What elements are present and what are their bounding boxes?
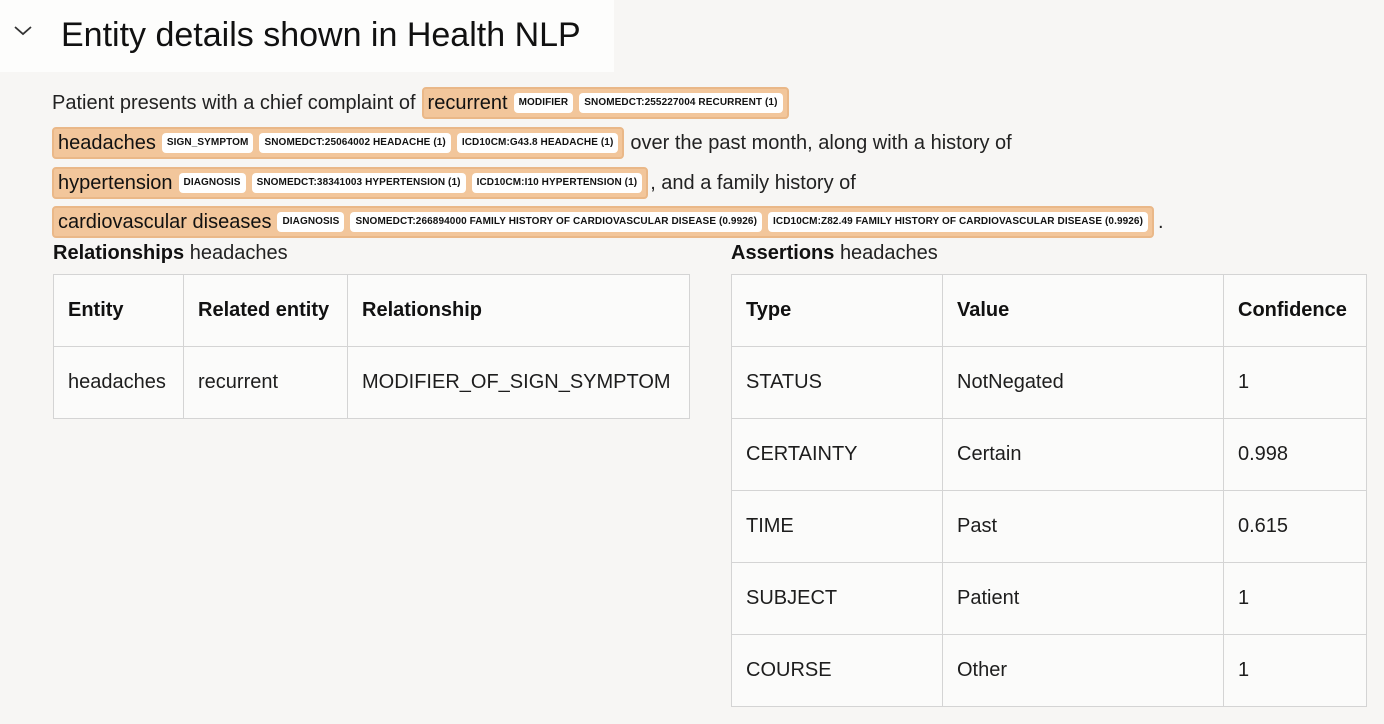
assertions-title: Assertions: [731, 242, 835, 264]
assertions-heading: [731, 242, 938, 265]
table-row: [732, 491, 1367, 563]
entity-recurrent[interactable]: [422, 87, 789, 119]
entity-tag: MODIFIER: [514, 93, 574, 113]
column-header[interactable]: Value: [943, 275, 1224, 347]
table-cell: Certain: [943, 419, 1224, 491]
entity-tag: SNOMEDCT:266894000 FAMILY HISTORY OF CARDIOVASCULAR DISEASE (0.9926): [350, 212, 762, 232]
relationships-title: Relationships: [53, 242, 185, 264]
table-row: [732, 419, 1367, 491]
plain-text: over the past month, along with a history of: [630, 131, 1012, 154]
text-line-3: [52, 165, 858, 201]
page-title: Entity details shown in Health NLP: [61, 16, 581, 54]
chevron-down-icon[interactable]: [12, 22, 34, 40]
table-header-row: [54, 275, 690, 347]
table-cell: 1: [1224, 563, 1367, 635]
entity-tag: DIAGNOSIS: [179, 173, 246, 193]
column-header[interactable]: Type: [732, 275, 943, 347]
table-cell: recurrent: [184, 347, 348, 419]
table-cell: 0.998: [1224, 419, 1367, 491]
table-row: [54, 347, 690, 419]
table-header-row: [732, 275, 1367, 347]
table-cell: TIME: [732, 491, 943, 563]
table-cell: CERTAINTY: [732, 419, 943, 491]
entity-tag: ICD10CM:I10 HYPERTENSION (1): [472, 173, 643, 193]
entity-tag: ICD10CM:G43.8 HEADACHE (1): [457, 133, 619, 153]
table-cell: Past: [943, 491, 1224, 563]
table-cell: 1: [1224, 635, 1367, 707]
table-cell: Other: [943, 635, 1224, 707]
entity-word: cardiovascular diseases: [58, 210, 272, 233]
table-row: [732, 635, 1367, 707]
table-cell: STATUS: [732, 347, 943, 419]
text-line-1: [52, 85, 789, 121]
plain-text: .: [1158, 210, 1164, 233]
entity-tag: SIGN_SYMPTOM: [162, 133, 254, 153]
assertions-table: [731, 274, 1367, 707]
entity-tag: ICD10CM:Z82.49 FAMILY HISTORY OF CARDIOVASCULAR DISEASE (0.9926): [768, 212, 1148, 232]
table-cell: SUBJECT: [732, 563, 943, 635]
table-row: [732, 563, 1367, 635]
entity-tag: DIAGNOSIS: [277, 212, 344, 232]
table-row: [732, 347, 1367, 419]
text-line-4: [52, 204, 1168, 240]
plain-text: , and a family history of: [650, 171, 856, 194]
entity-tag: SNOMEDCT:38341003 HYPERTENSION (1): [252, 173, 466, 193]
entity-word: headaches: [58, 131, 156, 154]
column-header[interactable]: Relationship: [348, 275, 690, 347]
table-cell: Patient: [943, 563, 1224, 635]
table-cell: MODIFIER_OF_SIGN_SYMPTOM: [348, 347, 690, 419]
table-cell: 1: [1224, 347, 1367, 419]
entity-word: recurrent: [427, 91, 508, 114]
relationships-table: [53, 274, 690, 419]
entity-word: hypertension: [58, 171, 173, 194]
entity-hypertension[interactable]: [52, 167, 648, 199]
entity-headaches[interactable]: [52, 127, 624, 159]
header-bar: [0, 0, 614, 72]
table-cell: COURSE: [732, 635, 943, 707]
entity-cardiovascular-diseases[interactable]: [52, 206, 1154, 238]
table-cell: NotNegated: [943, 347, 1224, 419]
relationships-entity: headaches: [189, 242, 288, 264]
text-line-2: [52, 125, 1018, 161]
table-cell: headaches: [54, 347, 184, 419]
relationships-heading: [53, 242, 288, 265]
entity-tag: SNOMEDCT:25064002 HEADACHE (1): [259, 133, 450, 153]
column-header[interactable]: Related entity: [184, 275, 348, 347]
assertions-entity: headaches: [839, 242, 938, 264]
plain-text: Patient presents with a chief complaint of: [52, 91, 416, 114]
column-header[interactable]: Entity: [54, 275, 184, 347]
entity-tag: SNOMEDCT:255227004 RECURRENT (1): [579, 93, 782, 113]
table-cell: 0.615: [1224, 491, 1367, 563]
column-header[interactable]: Confidence: [1224, 275, 1367, 347]
